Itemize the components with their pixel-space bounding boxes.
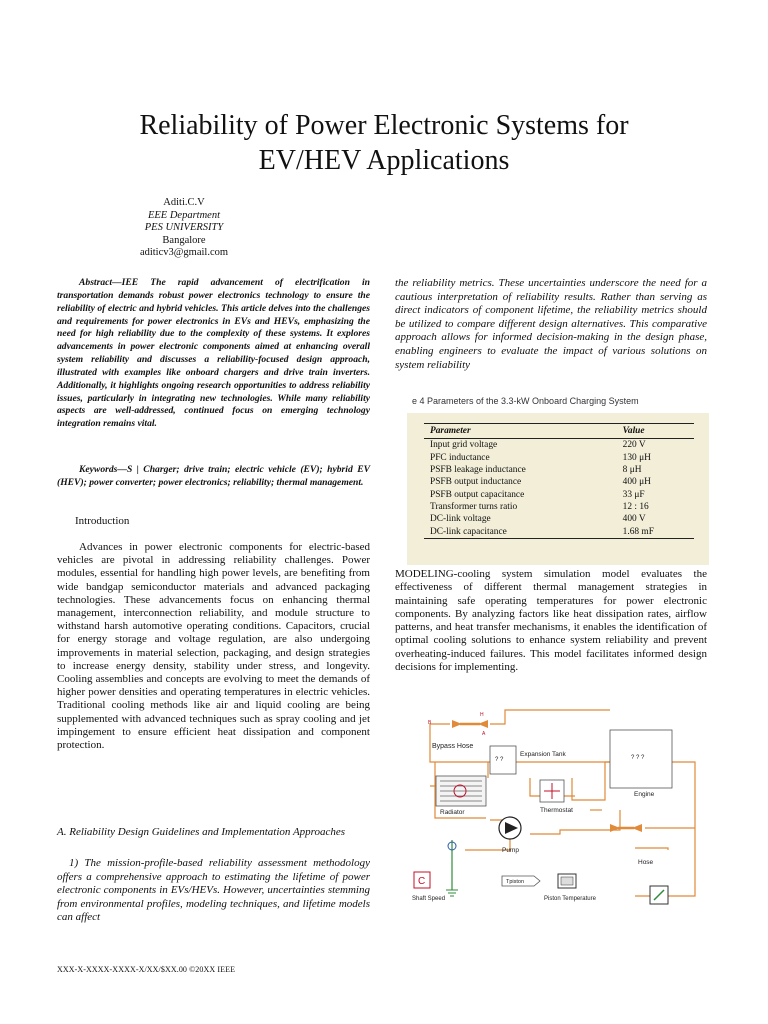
table-row — [424, 439, 694, 452]
piston-temperature-label: Piston Temperature — [544, 896, 596, 902]
table-cell-param: PSFB leakage inductance — [430, 464, 526, 475]
table-row — [424, 464, 694, 476]
table-row — [424, 451, 694, 463]
pump — [499, 817, 521, 854]
table-cell-param: PSFB output capacitance — [430, 489, 525, 500]
tpiston-label: Tpiston — [506, 879, 525, 885]
cooling-system-diagram — [410, 700, 710, 918]
author-department: EEE Department — [147, 209, 221, 221]
table-cell-value: 400 V — [622, 514, 646, 525]
shaft-speed-label: Shaft Speed — [412, 896, 446, 902]
expansion-tank-label: Expansion Tank — [520, 751, 566, 758]
table-header-parameter: Parameter — [424, 424, 617, 439]
table-row — [424, 526, 694, 539]
title-line-1: Reliability of Power Electronic Systems for — [139, 110, 629, 141]
section-heading-introduction: Introduction — [75, 515, 130, 527]
pump-label: Pump — [502, 847, 519, 854]
author-block — [84, 197, 284, 260]
table-row — [424, 501, 694, 513]
piston-temperature-block — [502, 874, 597, 902]
thermostat-label: Thermostat — [540, 807, 573, 814]
keywords-paragraph: Keywords—S | Charger; drive train; electric vehicle (EV); hybrid EV (HEV); power converter; power electronics; reliability; thermal management. — [57, 464, 370, 488]
hose-label: Hose — [638, 859, 654, 866]
table-cell-value: 400 μH — [622, 477, 651, 488]
table-cell-value: 130 μH — [622, 452, 651, 463]
author-email: aditicv3@gmail.com — [139, 247, 229, 258]
shaft-speed-c-label: C — [418, 876, 426, 887]
subsection-paragraph: 1) The mission-profile-based reliability assessment methodology offers a comprehensive approach to estimating the lifetime of power electronic components in EVs/HEVs. However, uncertainties stemming from environmental profiles, modeling techniques, and lifetime models can affect — [57, 857, 370, 924]
table-cell-param: Input grid voltage — [430, 440, 498, 451]
thermostat — [540, 780, 573, 814]
port-a-label: A — [482, 731, 486, 737]
port-b-label: B — [428, 720, 432, 726]
table-caption: e 4 Parameters of the 3.3-kW Onboard Charging System — [412, 396, 639, 406]
table-cell-value: 33 μF — [622, 489, 645, 500]
introduction-paragraph: Advances in power electronic components for electric-based vehicles are pivotal in addressing reliability challenges. Power modules, essential for handling high power levels, are benefiting from wide bandgap semiconductor materials and advanced packaging technologies. These advancements focus on enhancing thermal management, interconnection reliability, and module structure to withstand harsh automotive operating conditions. Capacitors, crucial for energy storage and voltage regulation, are also undergoing improvements in material selection, packaging, and design strategies to increase energy density, stability under stress, and longevity. Cooling assemblies and concepts are evolving to meet the demands of higher power densities and operating temperatures in electric vehicles. Traditional cooling methods like air and liquid cooling are being supplemented with advanced techniques such as spray cooling and jet impingement to ensure efficient heat dissipation and component protection. — [57, 541, 370, 752]
table-cell-value: 8 μH — [622, 464, 642, 475]
table-header-row — [424, 424, 694, 439]
table-header-value: Value — [617, 424, 694, 439]
table-cell-param: PSFB output inductance — [430, 477, 522, 488]
table-cell-param: DC-link capacitance — [424, 526, 617, 539]
table-cell-value: 220 V — [622, 440, 646, 451]
parameter-table-figure — [407, 413, 709, 565]
table-cell-param: Transformer turns ratio — [430, 502, 518, 513]
table-row — [424, 476, 694, 488]
author-city: Bangalore — [162, 234, 206, 246]
abstract-label: Abstract—IEE — [79, 277, 139, 288]
radiator-label: Radiator — [440, 809, 465, 816]
engine — [610, 730, 672, 798]
table-cell-param: PFC inductance — [430, 452, 490, 463]
subsection-heading: A. Reliability Design Guidelines and Implementation Approaches — [57, 826, 346, 838]
title-line-2: EV/HEV Applications — [258, 145, 510, 176]
author-name: Aditi.C.V — [163, 197, 205, 208]
abstract-paragraph — [57, 277, 370, 431]
solver-block — [650, 886, 668, 904]
table-cell-param: DC-link voltage — [430, 514, 491, 525]
expansion-tank-placeholder: ? ? — [495, 757, 504, 763]
bypass-hose-label: Bypass Hose — [432, 743, 474, 750]
expansion-tank — [490, 746, 567, 774]
engine-placeholder: ? ? ? — [631, 755, 645, 761]
port-h-label: H — [480, 712, 484, 718]
copyright-footer: XXX-X-XXXX-XXXX-X/XX/$XX.00 ©20XX IEEE — [57, 965, 236, 974]
bypass-hose — [428, 712, 488, 750]
right-column-paragraph: the reliability metrics. These uncertainties underscore the need for a cautious interpretation of reliability results. Rather than serving as direct indicators of component lifetime, the reliability metrics should be utilized to compare different design alternatives. This comparative approach allows for informed decision-making in the design phase, enabling engineers to evaluate the impact of various solutions on system reliability — [395, 277, 707, 371]
engine-label: Engine — [634, 791, 655, 798]
modeling-paragraph: MODELING-cooling system simulation model evaluates the effectiveness of different thermal management strategies in maintaining safe operating temperatures for power electronic components. By analyzing factors like heat dissipation rates, airflow patterns, and heat transfer mechanisms, it enables the identification of optimal cooling solutions to enhance system reliability and prevent overheating-induced failures. This model facilitates informed design decisions for implementing. — [395, 568, 707, 674]
abstract-text: The rapid advancement of electrification in transportation demands robust power electronics technology to ensure the reliability of electric and hybrid vehicles. This article delves into the challenges and requirements for power electronics in EVs and HEVs, emphasizing the need for high reliability due to the complexity of these systems. It explores advancements in power electronic components aimed at enhancing overall system reliability and discusses a reliability-focused design approach, illustrated with examples like onboard chargers and drive train inverters. Additionally, it highlights ongoing research opportunities to address reliability issues, particularly in integrating new technologies. While many reliability aspects are well-addressed, continued focus on emerging technology integration remains vital. — [57, 277, 370, 430]
table-row — [424, 513, 694, 525]
table-cell-value: 12 : 16 — [622, 502, 649, 513]
paper-title — [40, 108, 728, 178]
shaft-speed-source — [412, 872, 445, 902]
author-university: PES UNIVERSITY — [144, 222, 224, 233]
radiator — [436, 776, 486, 816]
table-cell-value: 1.68 mF — [617, 526, 694, 539]
ground-symbol — [446, 840, 458, 896]
parameter-table — [424, 423, 694, 539]
table-row — [424, 489, 694, 501]
